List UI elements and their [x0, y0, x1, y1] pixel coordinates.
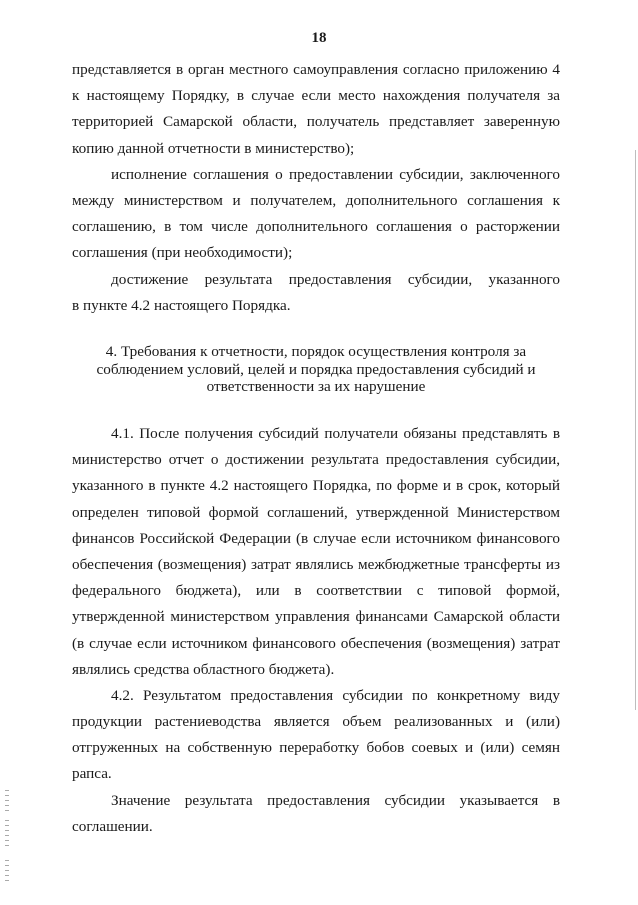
text-line: федерального бюджета), или в соответствии с типовой формой,	[72, 582, 560, 600]
section-heading	[72, 343, 560, 396]
text-line: отгруженных на собственную переработку бобов соевых и (или) семян	[72, 739, 560, 757]
heading-line: соблюдением условий, целей и порядка предоставления субсидий и	[96, 360, 536, 378]
text-line: являлись средства областного бюджета).	[72, 660, 335, 678]
text-line: к настоящему Порядку, в случае если место нахождения получателя за	[72, 87, 560, 105]
text-line: финансов Российской Федерации (в случае если источником финансового	[72, 529, 560, 547]
text-line: в пункте 4.2 настоящего Порядка.	[72, 296, 291, 314]
text-line: соглашении.	[72, 817, 153, 835]
text-line: утвержденной министерством управления финансами Самарской области	[72, 608, 560, 626]
text-line: определен типовой формой соглашений, утвержденной Министерством	[72, 503, 560, 521]
scan-artifact	[5, 820, 9, 848]
scan-artifact	[5, 790, 9, 812]
text-line: соглашению, в том числе дополнительного соглашения о расторжении	[72, 218, 560, 236]
heading-line: 4. Требования к отчетности, порядок осуществления контроля за	[105, 343, 527, 360]
text-line: 4.2. Результатом предоставления субсидии по конкретному виду	[111, 686, 560, 704]
text-line: соглашения (при необходимости);	[72, 244, 293, 262]
body-text-upper	[72, 57, 560, 319]
text-line: указанного в пункте 4.2 настоящего Порядка, по форме и в срок, который	[72, 477, 560, 495]
text-line: между министерством и получателем, дополнительного соглашения к	[72, 191, 560, 209]
page-number: 18	[311, 30, 327, 46]
heading-line: ответственности за их нарушение	[206, 378, 426, 395]
text-line: (в случае если источником финансового обеспечения (возмещения) затрат	[72, 634, 560, 652]
text-line: 4.1. После получения субсидий получатели обязаны представлять в	[111, 425, 560, 442]
text-line: территорией Самарской области, получатель представляет заверенную	[72, 113, 560, 131]
text-line: рапса.	[72, 765, 112, 783]
text-line: копию данной отчетности в министерство);	[72, 139, 355, 157]
text-line: Значение результата предоставления субсидии указывается в	[111, 791, 560, 809]
text-line: продукции растениеводства является объем реализованных и (или)	[72, 713, 560, 731]
text-line: достижение результата предоставления субсидии, указанного	[111, 270, 560, 288]
body-text-lower	[72, 421, 560, 840]
text-line: представляется в орган местного самоуправления согласно приложению 4	[72, 61, 560, 78]
text-line: исполнение соглашения о предоставлении субсидии, заключенного	[111, 165, 560, 183]
scan-edge-line	[635, 150, 636, 710]
text-line: министерство отчет о достижении результата предоставления субсидии,	[72, 451, 560, 469]
scan-artifact	[5, 860, 9, 884]
text-line: обеспечения (возмещения) затрат являлись межбюджетные трансферты из	[72, 555, 560, 573]
